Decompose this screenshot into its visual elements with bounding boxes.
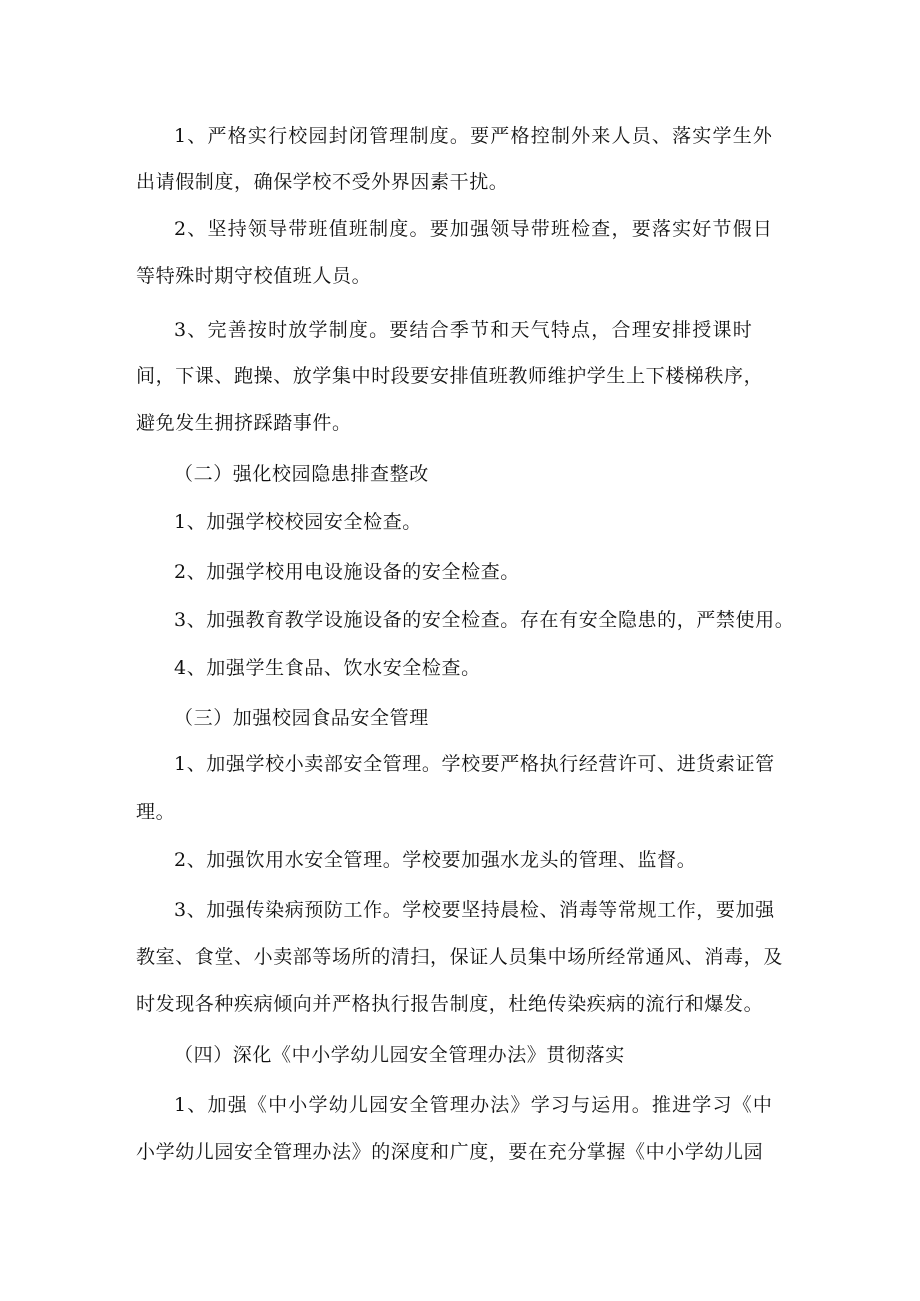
paragraph-line: 1、加强学校小卖部安全管理。学校要严格执行经营许可、进货索证管 bbox=[174, 753, 775, 775]
paragraph-line: 4、加强学生食品、饮水安全检查。 bbox=[174, 657, 481, 679]
paragraph-line: 1、加强《中小学幼儿园安全管理办法》学习与运用。推进学习《中 bbox=[174, 1094, 774, 1116]
paragraph-line: 3、完善按时放学制度。要结合季节和天气特点，合理安排授课时 bbox=[174, 319, 753, 341]
paragraph-line: 理。 bbox=[136, 801, 176, 823]
paragraph-line: 3、加强教育教学设施设备的安全检查。存在有安全隐患的，严禁使用。 bbox=[174, 609, 795, 631]
paragraph-line: 教室、食堂、小卖部等场所的清扫，保证人员集中场所经常通风、消毒，及 bbox=[136, 946, 783, 968]
paragraph-line: 2、加强学校用电设施设备的安全检查。 bbox=[174, 561, 520, 583]
paragraph-line: 间，下课、跑操、放学集中时段要安排值班教师维护学生上下楼梯秩序， bbox=[136, 365, 764, 387]
paragraph-line: 避免发生拥挤踩踏事件。 bbox=[136, 412, 352, 434]
section-heading: （三）加强校园食品安全管理 bbox=[174, 707, 429, 729]
paragraph-line: 3、加强传染病预防工作。学校要坚持晨检、消毒等常规工作，要加强 bbox=[174, 899, 775, 921]
paragraph-line: 1、加强学校校园安全检查。 bbox=[174, 511, 422, 533]
section-heading: （二）强化校园隐患排查整改 bbox=[174, 463, 429, 485]
paragraph-line: 2、坚持领导带班值班制度。要加强领导带班检查，要落实好节假日 bbox=[174, 218, 774, 240]
paragraph-line: 时发现各种疾病倾向并严格执行报告制度，杜绝传染疾病的流行和爆发。 bbox=[136, 993, 764, 1015]
paragraph-line: 出请假制度，确保学校不受外界因素干扰。 bbox=[136, 171, 509, 193]
paragraph-line: 小学幼儿园安全管理办法》的深度和广度，要在充分掌握《中小学幼儿园 bbox=[136, 1141, 764, 1163]
paragraph-line: 1、严格实行校园封闭管理制度。要严格控制外来人员、落实学生外 bbox=[174, 125, 774, 147]
paragraph-line: 等特殊时期守校值班人员。 bbox=[136, 265, 372, 287]
section-heading: （四）深化《中小学幼儿园安全管理办法》贯彻落实 bbox=[174, 1044, 625, 1066]
paragraph-line: 2、加强饮用水安全管理。学校要加强水龙头的管理、监督。 bbox=[174, 849, 697, 871]
